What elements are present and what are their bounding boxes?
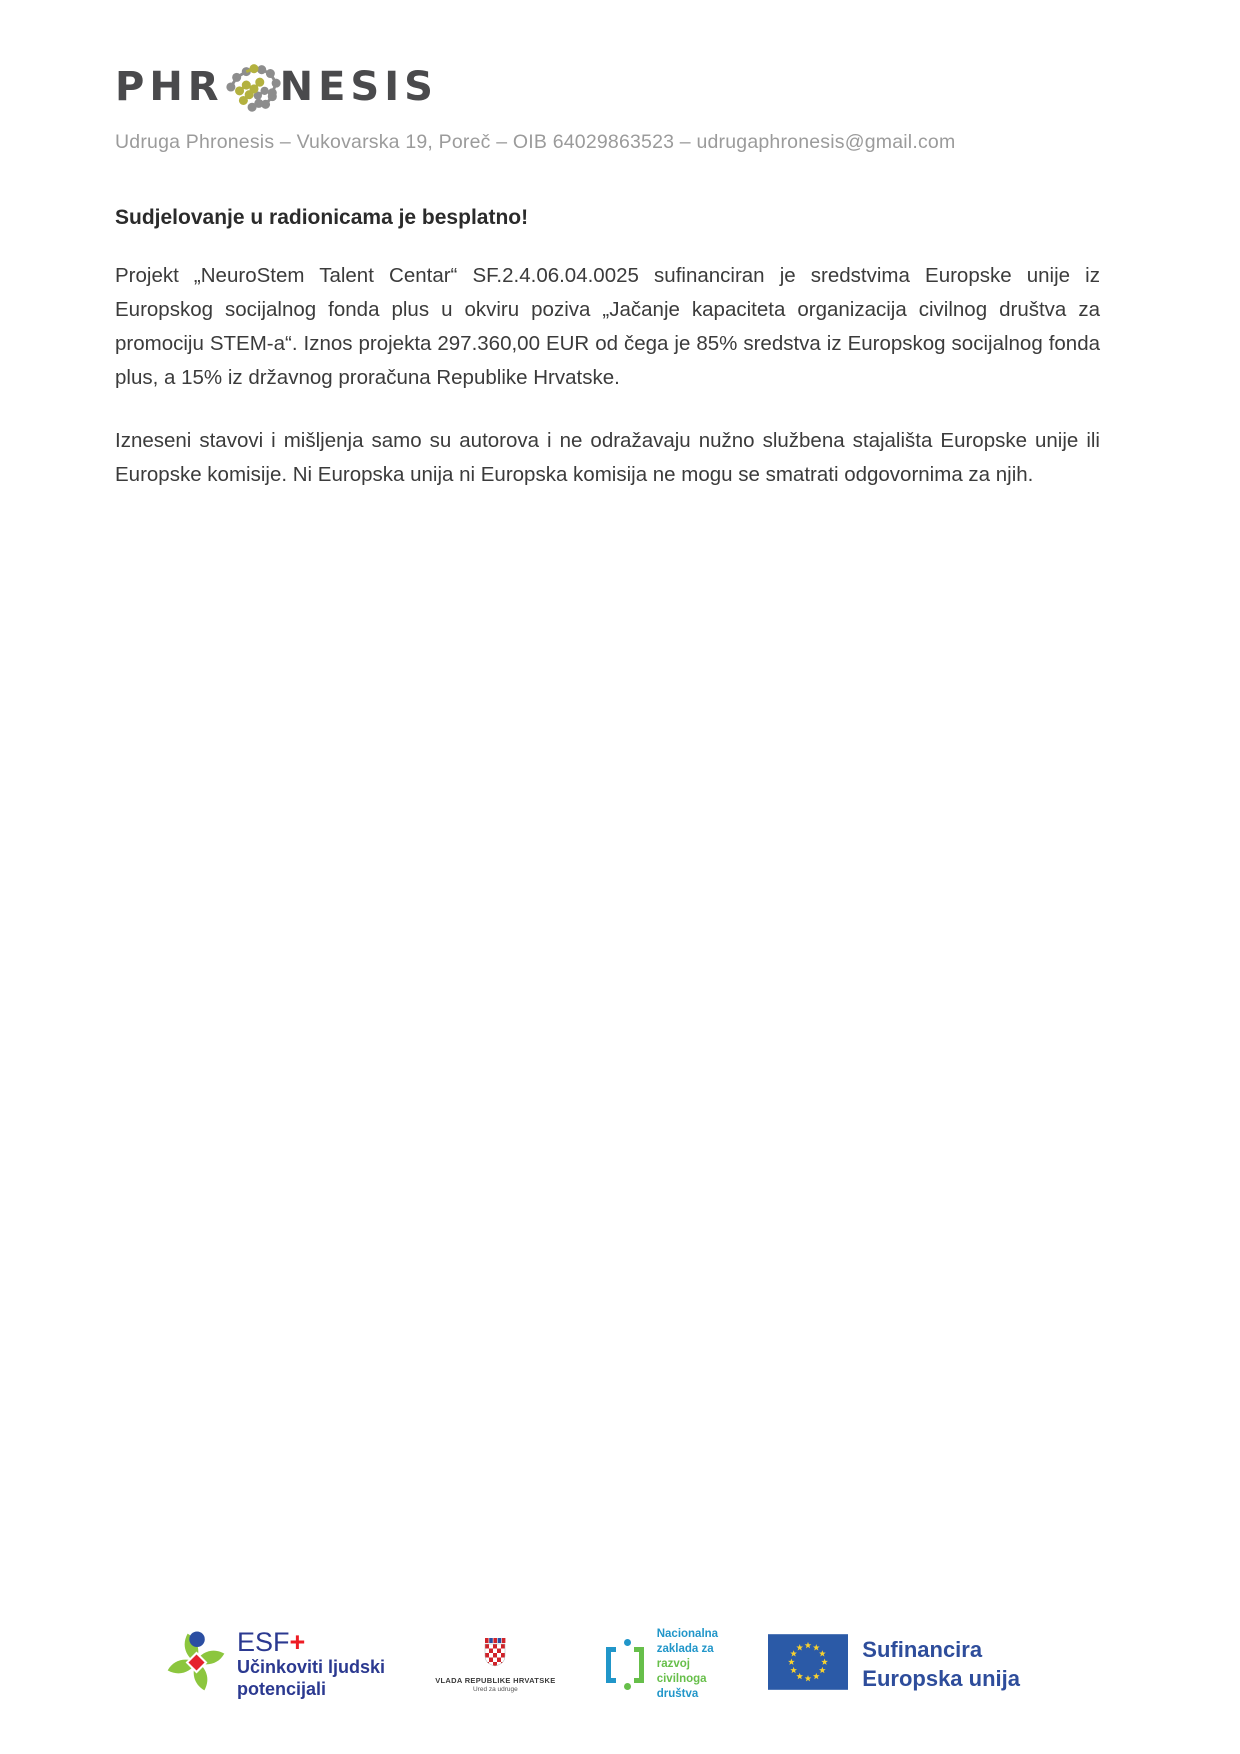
- brackets-icon: [606, 1639, 648, 1691]
- zaklada-line-3: razvoj: [656, 1658, 690, 1671]
- zaklada-logo: [606, 1627, 718, 1702]
- croatian-coat-of-arms-icon: [482, 1636, 508, 1673]
- eu-flag-icon: [768, 1634, 848, 1695]
- document-heading: Sudjelovanje u radionicama je besplatno!: [115, 206, 529, 229]
- zaklada-text: [657, 1627, 718, 1702]
- esf-pinwheel-icon: [165, 1631, 227, 1698]
- vlada-rh-logo: [435, 1636, 555, 1693]
- vlada-subtitle: Ured za udruge: [472, 1686, 518, 1694]
- zaklada-line-4: civilnoga: [656, 1673, 707, 1686]
- esf-tagline-line1: Učinkoviti ljudski: [237, 1656, 386, 1677]
- header: [0, 0, 1240, 154]
- zaklada-line-1: Nacionalna: [656, 1628, 719, 1641]
- esf-tagline-line2: potencijali: [237, 1679, 327, 1700]
- disclaimer-paragraph: Izneseni stavovi i mišljenja samo su autorova i ne odražavaju nužno službena stajališta Europske unije ili Europske komisije. Ni Europska unija ni Europska komisija ne mogu se smatrati odgovornima za njih.: [115, 429, 1100, 486]
- eu-line-1: Sufinancira: [862, 1637, 983, 1663]
- eu-cofunding-logo: [768, 1634, 1020, 1695]
- brain-network-icon: [226, 61, 282, 118]
- esf-acronym: ESF: [237, 1626, 290, 1657]
- eu-line-2: Europska unija: [862, 1665, 1020, 1691]
- zaklada-line-5: društva: [656, 1688, 699, 1701]
- phronesis-logo: [115, 58, 1100, 115]
- org-address-line: Udruga Phronesis – Vukovarska 19, Poreč – OIB 64029863523 – udrugaphronesis@gmail.com: [115, 131, 956, 153]
- vlada-title: VLADA REPUBLIKE HRVATSKE: [435, 1676, 556, 1686]
- esf-plus: +: [289, 1626, 306, 1657]
- esf-logo: [165, 1626, 386, 1701]
- logo-text-pre: PHR: [115, 63, 224, 110]
- esf-text: [237, 1626, 386, 1701]
- logo-text-post: NESIS: [279, 63, 438, 110]
- project-funding-paragraph: Projekt „NeuroStem Talent Centar“ SF.2.4.06.04.0025 sufinanciran je sredstvima Europske unije iz Europskog socijalnog fonda plus u okviru poziva „Jačanje kapaciteta organizacija civilnog društva za promociju STEM-a“. Iznos projekta 297.360,00 EUR od čega je 85% sredstva iz Europskog socijalnog fonda plus, a 15% iz državnog proračuna Republike Hrvatske.: [115, 264, 1100, 389]
- zaklada-line-2: zaklada za: [656, 1643, 714, 1656]
- footer-logo-strip: [165, 1627, 1020, 1702]
- main-content: [0, 206, 1240, 492]
- eu-text: [862, 1636, 1020, 1693]
